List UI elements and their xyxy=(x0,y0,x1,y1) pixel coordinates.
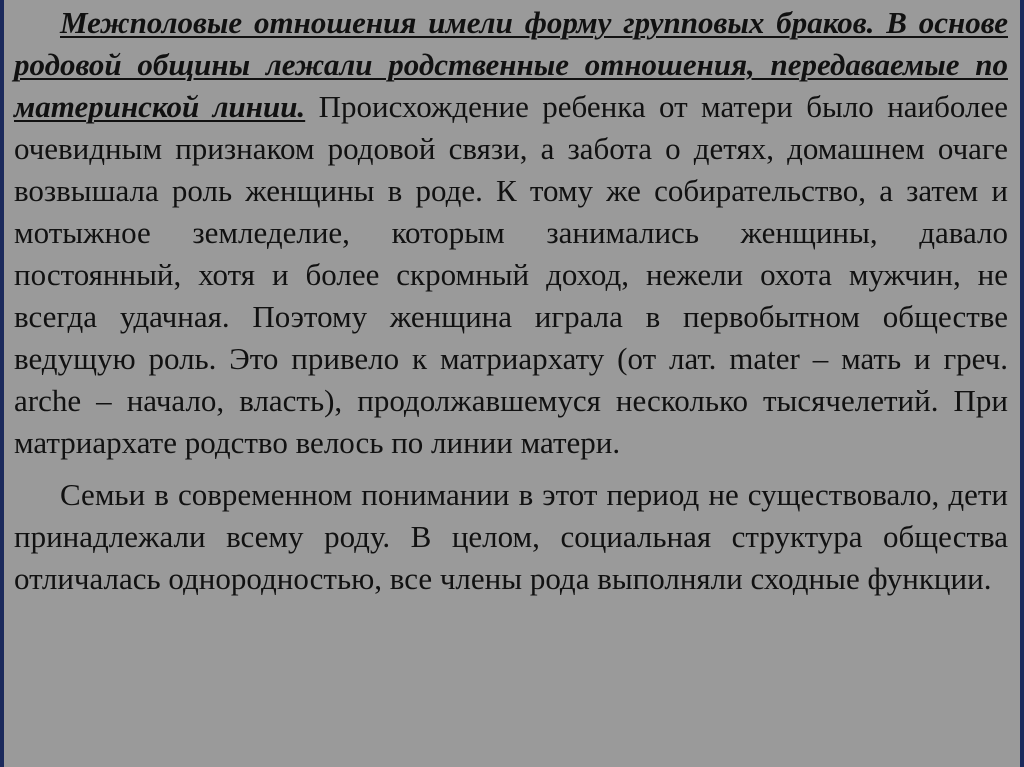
paragraph-family: Семьи в современном понимании в этот период не существовало, дети принадлежали всему роду. В целом, социальная структура общества отличалась однородностью, все члены рода выполняли сходные функции. xyxy=(14,477,1008,596)
paragraph-body: Происхождение ребенка от матери было наиболее очевидным признаком родовой связи, а забота о детях, домашнем очаге возвышала роль женщины в роде. К тому же собирательство, а затем и мотыжное земледелие, которым занимались женщины, давало постоянный, хотя и более скромный доход, нежели охота мужчин, не всегда удачная. Поэтому женщина играла в первобытном обществе ведущую роль. Это привело к матриархату (от лат. mater – мать и греч. arche – начало, власть), продолжавшемуся несколько тысячелетий. При матриархате родство велось по линии матери. xyxy=(14,89,1008,460)
paragraph-matriarchy xyxy=(14,2,1008,464)
emphasized-intro: Межполовые отношения имели форму групповых браков. В основе родовой общины лежали родственные отношения, передаваемые по материнской линии. xyxy=(14,5,1008,124)
